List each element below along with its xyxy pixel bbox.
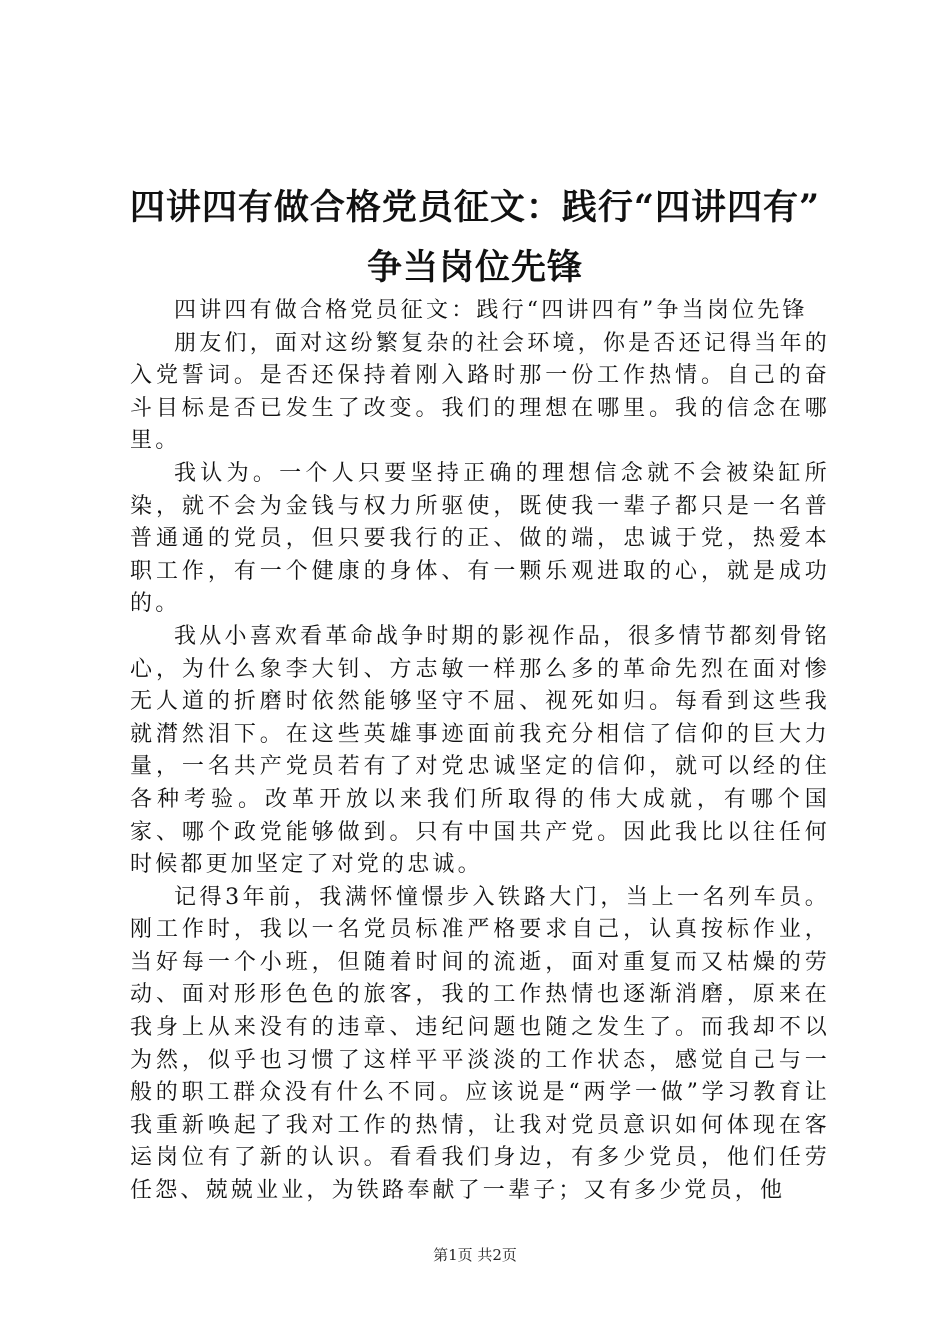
- document-title-line-1: 四讲四有做合格党员征文：践行“四讲四有”: [129, 187, 821, 228]
- paragraph: 记得3年前，我满怀憧憬步入铁路大门，当上一名列车员。刚工作时，我以一名党员标准严格要求自己，认真按标作业，当好每一个小班，但随着时间的流逝，面对重复而又枯燥的劳动、面对形形色色的旅客，我的工作热情也逐渐消磨，原来在我身上从来没有的违章、违纪问题也随之发生了。而我却不以为然，似乎也习惯了这样平平淡淡的工作状态，感觉自己与一般的职工群众没有什么不同。应该说是“两学一做”学习教育让我重新唤起了我对工作的热情，让我对党员意识如何体现在客运岗位有了新的认识。看看我们身边，有多少党员，他们任劳任怨、兢兢业业，为铁路奉献了一辈子；又有多少党员，他: [130, 884, 830, 1204]
- paragraph: 我认为。一个人只要坚持正确的理想信念就不会被染缸所染，就不会为金钱与权力所驱使，既使我一辈子都只是一名普普通通的党员，但只要我行的正、做的端，忠诚于党，热爱本职工作，有一个健康的身体、有一颗乐观进取的心，就是成功的。: [130, 460, 830, 617]
- document-body: [130, 295, 830, 1208]
- page-number-footer: 第1页 共2页: [433, 1246, 517, 1264]
- document-title-line-2: 争当岗位先锋: [366, 247, 583, 288]
- paragraph-subtitle: 四讲四有做合格党员征文：践行“四讲四有”争当岗位先锋: [174, 298, 808, 323]
- paragraph: 朋友们，面对这纷繁复杂的社会环境，你是否还记得当年的入党誓词。是否还保持着刚入路时那一份工作热情。自己的奋斗目标是否已发生了改变。我们的理想在哪里。我的信念在哪里。: [130, 330, 830, 454]
- paragraph: 我从小喜欢看革命战争时期的影视作品，很多情节都刻骨铭心，为什么象李大钊、方志敏一样那么多的革命先烈在面对惨无人道的折磨时依然能够坚守不屈、视死如归。每看到这些我就潸然泪下。在这些英雄事迹面前我充分相信了信仰的巨大力量，一名共产党员若有了对党忠诚坚定的信仰，就可以经的住各种考验。改革开放以来我们所取得的伟大成就，有哪个国家、哪个政党能够做到。只有中国共产党。因此我比以往任何时候都更加坚定了对党的忠诚。: [130, 623, 830, 878]
